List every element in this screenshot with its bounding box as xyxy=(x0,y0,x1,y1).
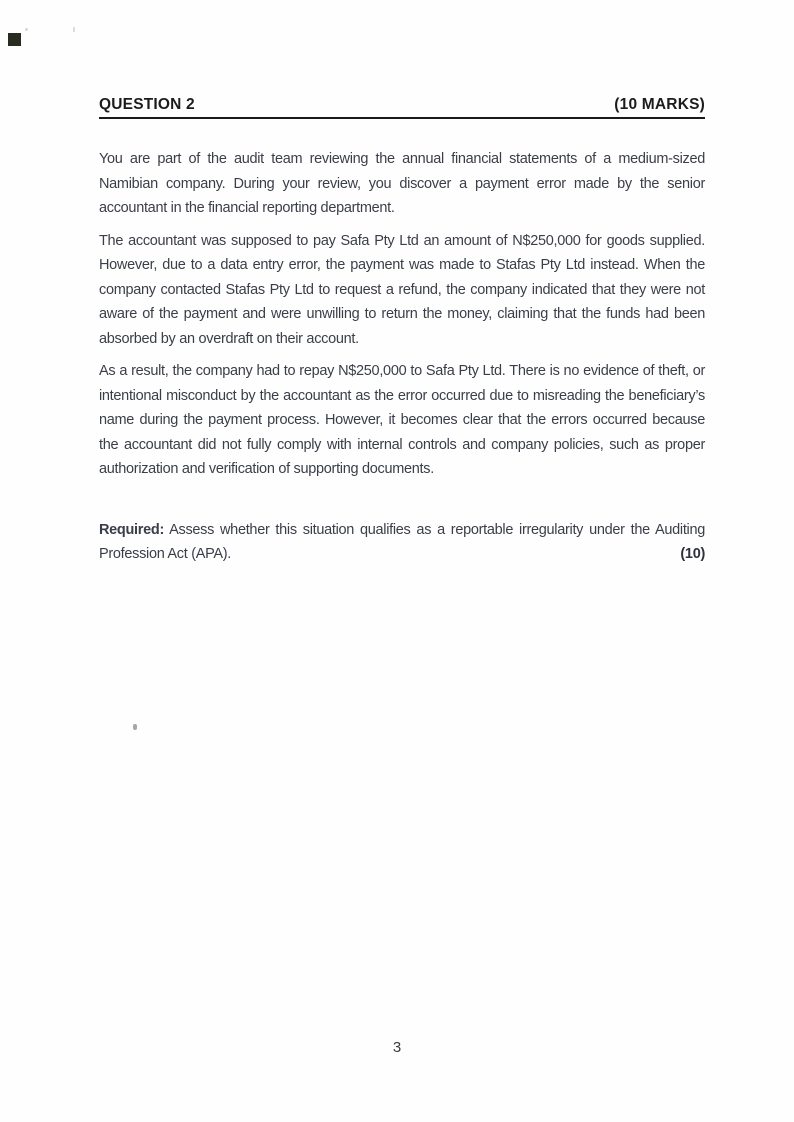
question-header xyxy=(99,96,705,119)
scan-artifact-speck xyxy=(73,27,75,32)
scan-artifact-speck xyxy=(25,28,28,31)
question-title: QUESTION 2 xyxy=(99,96,195,113)
required-text: Assess whether this situation qualifies as a reportable irregularity under the Auditing Profession Act (APA). xyxy=(99,521,705,562)
scenario-paragraph-1: You are part of the audit team reviewing the annual financial statements of a medium-sized Namibian company. During your review, you discover a payment error made by the senior accountant in the financial reporting department. xyxy=(99,151,705,216)
required-label: Required: xyxy=(99,521,164,538)
scan-artifact-square xyxy=(8,33,21,46)
question-content xyxy=(99,96,705,575)
page-number: 3 xyxy=(392,1039,402,1056)
required-marks: (10) xyxy=(680,546,705,562)
scan-artifact-speck xyxy=(133,724,137,730)
question-marks: (10 MARKS) xyxy=(614,96,705,113)
required-paragraph xyxy=(99,518,705,567)
scenario-paragraph-3: As a result, the company had to repay N$250,000 to Safa Pty Ltd. There is no evidence of theft, or intentional misconduct by the accountant as the error occurred due to misreading the beneficiary’s name during the payment process. However, it becomes clear that the errors occurred because the accountant did not fully comply with internal controls and company policies, such as proper authorization and verification of supporting documents. xyxy=(99,363,705,477)
scenario-paragraph-2: The accountant was supposed to pay Safa Pty Ltd an amount of N$250,000 for goods supplied. However, due to a data entry error, the payment was made to Stafas Pty Ltd instead. When the company contacted Stafas Pty Ltd to request a refund, the company indicated that they were not aware of the payment and were unwilling to return the money, claiming that the funds had been absorbed by an overdraft on their account. xyxy=(99,232,705,347)
